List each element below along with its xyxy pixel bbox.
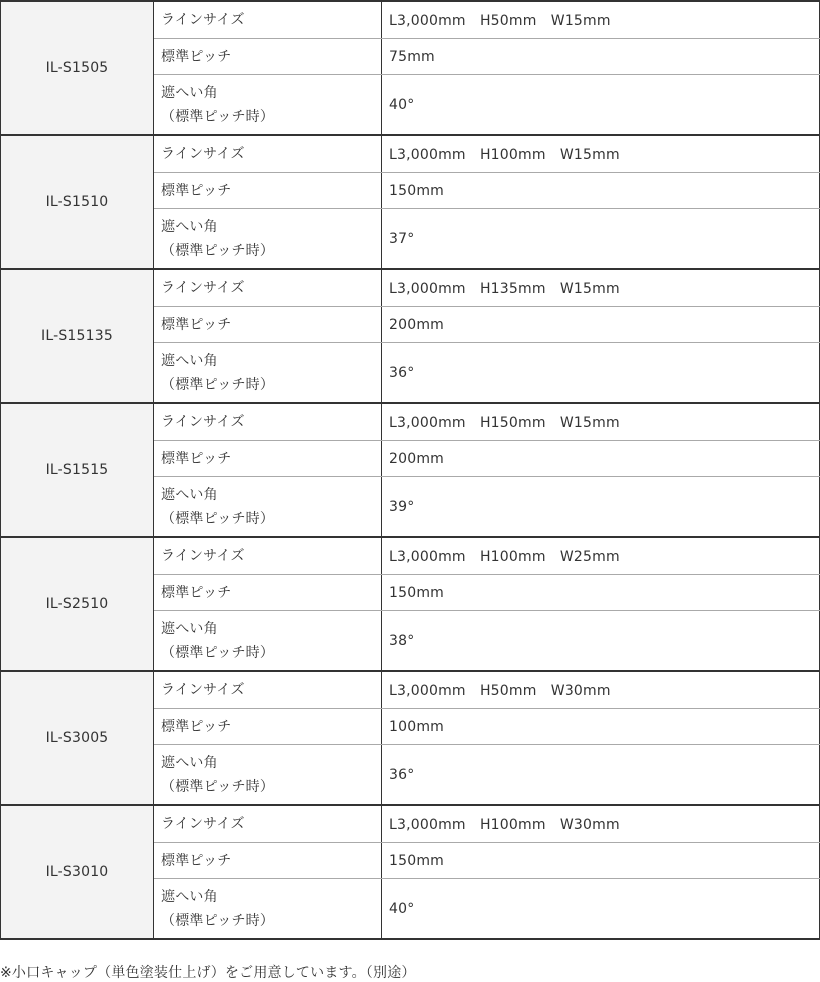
- line-size-label: ラインサイズ: [154, 403, 382, 441]
- shielding-angle-label-line2: （標準ピッチ時）: [161, 510, 275, 527]
- shielding-angle-value: 40°: [382, 879, 820, 940]
- line-size-label: ラインサイズ: [154, 805, 382, 843]
- pitch-value: 200mm: [382, 307, 820, 343]
- shielding-angle-label-line2: （標準ピッチ時）: [161, 644, 275, 661]
- model-name: IL-S3005: [1, 671, 154, 805]
- shielding-angle-label-line1: 遮へい角: [161, 620, 218, 637]
- model-name: IL-S15135: [1, 269, 154, 403]
- shielding-angle-label-line2: （標準ピッチ時）: [161, 778, 275, 795]
- line-size-value: L3,000mm H50mm W15mm: [382, 1, 820, 39]
- pitch-value: 150mm: [382, 575, 820, 611]
- shielding-angle-value: 37°: [382, 209, 820, 270]
- spec-row-line-size: [1, 671, 820, 709]
- pitch-value: 150mm: [382, 843, 820, 879]
- line-size-value: L3,000mm H100mm W25mm: [382, 537, 820, 575]
- shielding-angle-label-line1: 遮へい角: [161, 486, 218, 503]
- shielding-angle-label: [154, 75, 382, 136]
- pitch-label: 標準ピッチ: [154, 307, 382, 343]
- shielding-angle-value: 38°: [382, 611, 820, 672]
- line-size-label: ラインサイズ: [154, 135, 382, 173]
- pitch-value: 75mm: [382, 39, 820, 75]
- pitch-label: 標準ピッチ: [154, 441, 382, 477]
- model-name: IL-S1515: [1, 403, 154, 537]
- shielding-angle-label-line1: 遮へい角: [161, 754, 218, 771]
- model-name: IL-S1510: [1, 135, 154, 269]
- shielding-angle-label: [154, 745, 382, 806]
- line-size-label: ラインサイズ: [154, 671, 382, 709]
- shielding-angle-label: [154, 879, 382, 940]
- pitch-label: 標準ピッチ: [154, 843, 382, 879]
- model-name: IL-S1505: [1, 1, 154, 135]
- line-size-value: L3,000mm H135mm W15mm: [382, 269, 820, 307]
- shielding-angle-label-line2: （標準ピッチ時）: [161, 376, 275, 393]
- pitch-label: 標準ピッチ: [154, 39, 382, 75]
- pitch-label: 標準ピッチ: [154, 173, 382, 209]
- spec-row-line-size: [1, 1, 820, 39]
- line-size-value: L3,000mm H100mm W15mm: [382, 135, 820, 173]
- line-size-label: ラインサイズ: [154, 269, 382, 307]
- spec-row-line-size: [1, 269, 820, 307]
- shielding-angle-label-line1: 遮へい角: [161, 352, 218, 369]
- line-size-label: ラインサイズ: [154, 537, 382, 575]
- spec-table-body: [1, 1, 820, 939]
- shielding-angle-label: [154, 611, 382, 672]
- spec-row-line-size: [1, 403, 820, 441]
- line-size-value: L3,000mm H100mm W30mm: [382, 805, 820, 843]
- shielding-angle-label: [154, 343, 382, 404]
- line-size-value: L3,000mm H150mm W15mm: [382, 403, 820, 441]
- pitch-label: 標準ピッチ: [154, 575, 382, 611]
- line-size-value: L3,000mm H50mm W30mm: [382, 671, 820, 709]
- pitch-value: 150mm: [382, 173, 820, 209]
- pitch-label: 標準ピッチ: [154, 709, 382, 745]
- model-name: IL-S3010: [1, 805, 154, 939]
- shielding-angle-label-line1: 遮へい角: [161, 888, 218, 905]
- shielding-angle-label: [154, 209, 382, 270]
- shielding-angle-label-line2: （標準ピッチ時）: [161, 912, 275, 929]
- shielding-angle-value: 40°: [382, 75, 820, 136]
- shielding-angle-label-line2: （標準ピッチ時）: [161, 242, 275, 259]
- model-name: IL-S2510: [1, 537, 154, 671]
- shielding-angle-value: 36°: [382, 343, 820, 404]
- footnote: ※小口キャップ（単色塗装仕上げ）をご用意しています。（別途）: [0, 965, 416, 981]
- shielding-angle-label-line2: （標準ピッチ時）: [161, 108, 275, 125]
- pitch-value: 100mm: [382, 709, 820, 745]
- pitch-value: 200mm: [382, 441, 820, 477]
- shielding-angle-value: 36°: [382, 745, 820, 806]
- shielding-angle-label-line1: 遮へい角: [161, 84, 218, 101]
- spec-row-line-size: [1, 537, 820, 575]
- shielding-angle-label-line1: 遮へい角: [161, 218, 218, 235]
- spec-row-line-size: [1, 805, 820, 843]
- shielding-angle-value: 39°: [382, 477, 820, 538]
- line-size-label: ラインサイズ: [154, 1, 382, 39]
- spec-row-line-size: [1, 135, 820, 173]
- shielding-angle-label: [154, 477, 382, 538]
